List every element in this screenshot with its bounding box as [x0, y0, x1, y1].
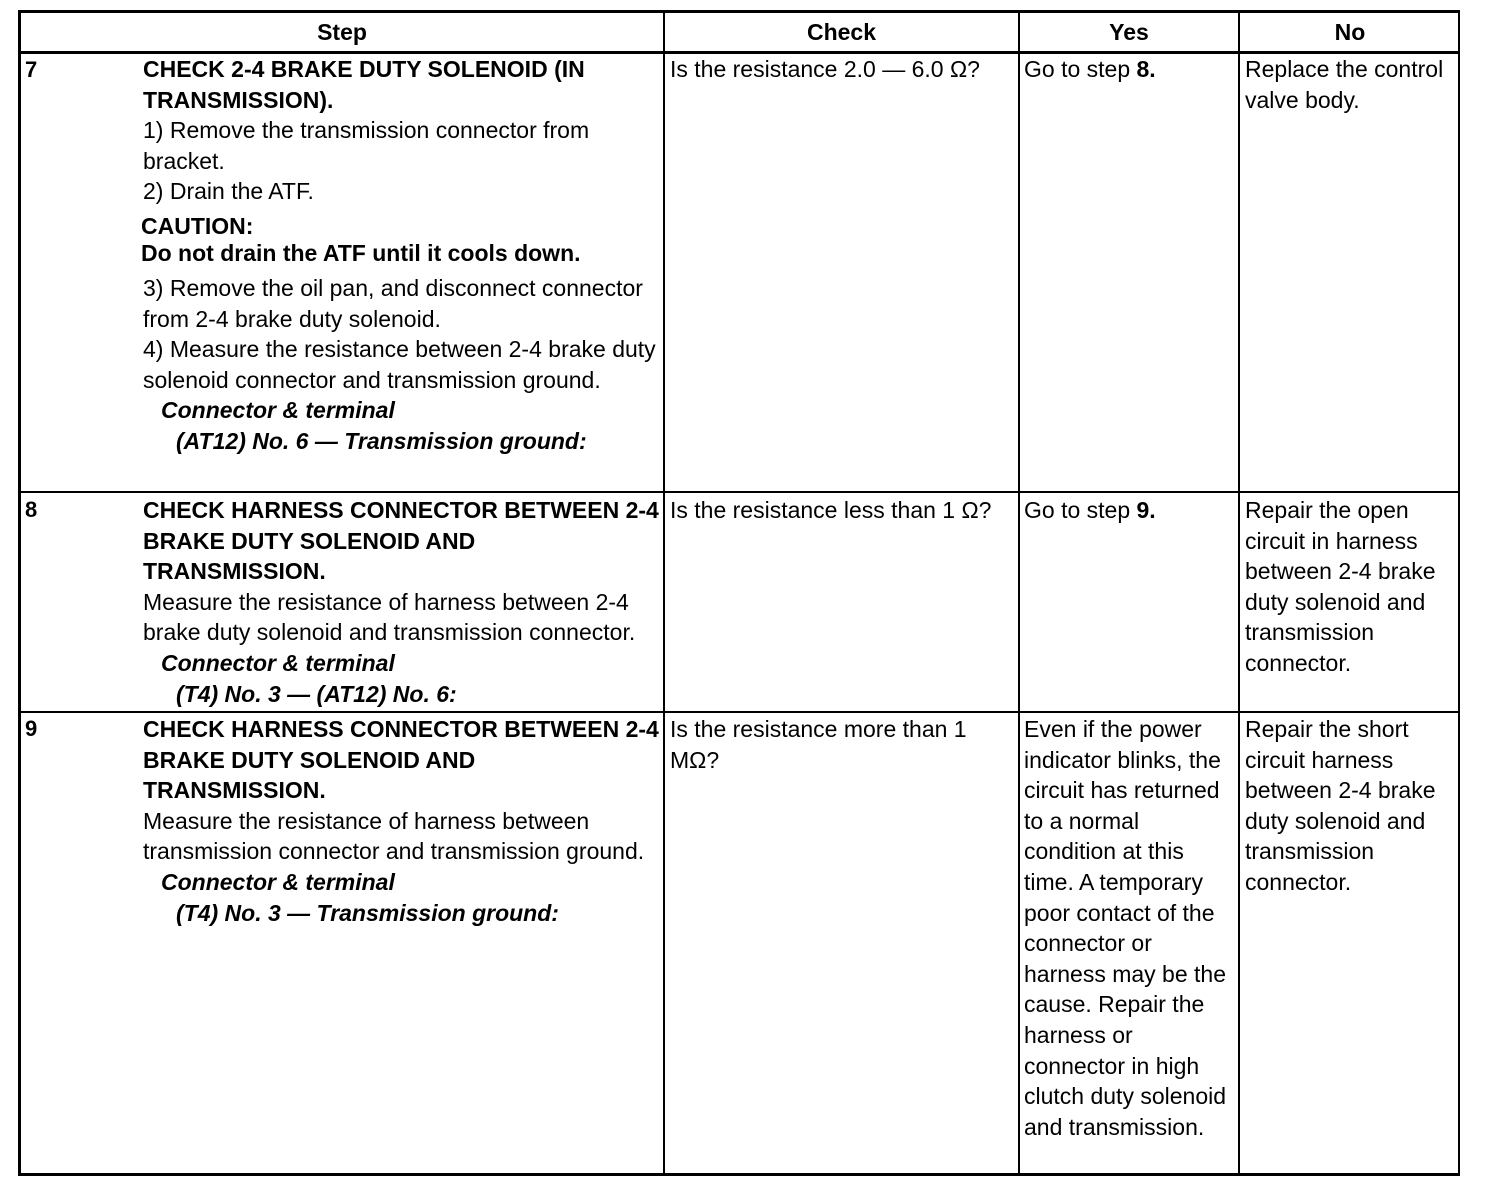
step-number: 7	[25, 57, 38, 82]
step-8-content	[143, 495, 659, 709]
connector-terminal-label: Connector & terminal	[161, 868, 395, 895]
step-title: CHECK HARNESS CONNECTOR BETWEEN 2-4 BRAKE DUTY SOLENOID AND TRANSMISSION.	[143, 497, 659, 585]
connector-terminal-label: Connector & terminal	[161, 397, 395, 424]
yes-action	[1024, 54, 1236, 85]
column-divider	[1018, 13, 1020, 1173]
caution-text: Do not drain the ATF until it cools down.	[141, 239, 581, 266]
yes-action: Even if the power indicator blinks, the circuit has returned to a normal condition at this time. A temporary poor contact of the connector or harness may be the cause. Repair the harness or connector in high clutch duty solenoid and transmission.	[1024, 716, 1227, 1140]
step-7-content	[143, 54, 659, 457]
no-action: Repair the short circuit harness between 2-4 brake duty solenoid and transmission connector.	[1245, 716, 1436, 895]
connector-terminal-value: (T4) No. 3 — Transmission ground:	[176, 899, 559, 926]
no-action: Replace the control valve body.	[1245, 56, 1444, 113]
step-number: 8	[25, 497, 38, 522]
connector-terminal-label: Connector & terminal	[161, 649, 395, 676]
instruction: Measure the resistance of harness between 2-4 brake duty solenoid and transmission connector.	[143, 588, 636, 646]
row-divider	[21, 711, 1458, 713]
column-divider	[1238, 13, 1240, 1173]
row-divider	[21, 491, 1458, 493]
instruction: Measure the resistance of harness between transmission connector and transmission ground.	[143, 807, 645, 865]
connector-terminal-value: (T4) No. 3 — (AT12) No. 6:	[176, 680, 457, 707]
header-no: No	[1334, 19, 1366, 45]
header-step: Step	[317, 19, 367, 45]
step-number: 9	[25, 716, 38, 741]
step-ref: 9.	[1136, 497, 1156, 523]
check-question: Is the resistance less than 1 Ω?	[670, 497, 992, 523]
connector-terminal-value: (AT12) No. 6 — Transmission ground:	[176, 427, 587, 454]
yes-text: Go to step	[1024, 497, 1137, 523]
check-question: Is the resistance more than 1 MΩ?	[670, 716, 967, 773]
diagnostic-table	[18, 10, 1460, 1176]
caution-label: CAUTION:	[141, 212, 254, 239]
instruction: 3) Remove the oil pan, and disconnect connector from 2-4 brake duty solenoid.	[143, 274, 643, 332]
instruction: 4) Measure the resistance between 2-4 brake duty solenoid connector and transmission ground.	[143, 336, 656, 393]
step-9-content	[143, 714, 659, 928]
yes-text: Go to step	[1024, 56, 1137, 82]
step-title: CHECK 2-4 BRAKE DUTY SOLENOID (IN TRANSMISSION).	[143, 56, 585, 113]
instruction: 2) Drain the ATF.	[143, 178, 314, 205]
step-ref: 8.	[1136, 56, 1156, 82]
step-title: CHECK HARNESS CONNECTOR BETWEEN 2-4 BRAKE DUTY SOLENOID AND TRANSMISSION.	[143, 716, 659, 804]
yes-action	[1024, 495, 1236, 526]
column-divider	[663, 13, 665, 1173]
no-action: Repair the open circuit in harness between 2-4 brake duty solenoid and transmission connector.	[1245, 497, 1436, 676]
instruction: 1) Remove the transmission connector from bracket.	[143, 117, 590, 174]
header-yes: Yes	[1109, 19, 1149, 45]
check-question: Is the resistance 2.0 — 6.0 Ω?	[670, 56, 980, 82]
header-check: Check	[806, 19, 877, 45]
